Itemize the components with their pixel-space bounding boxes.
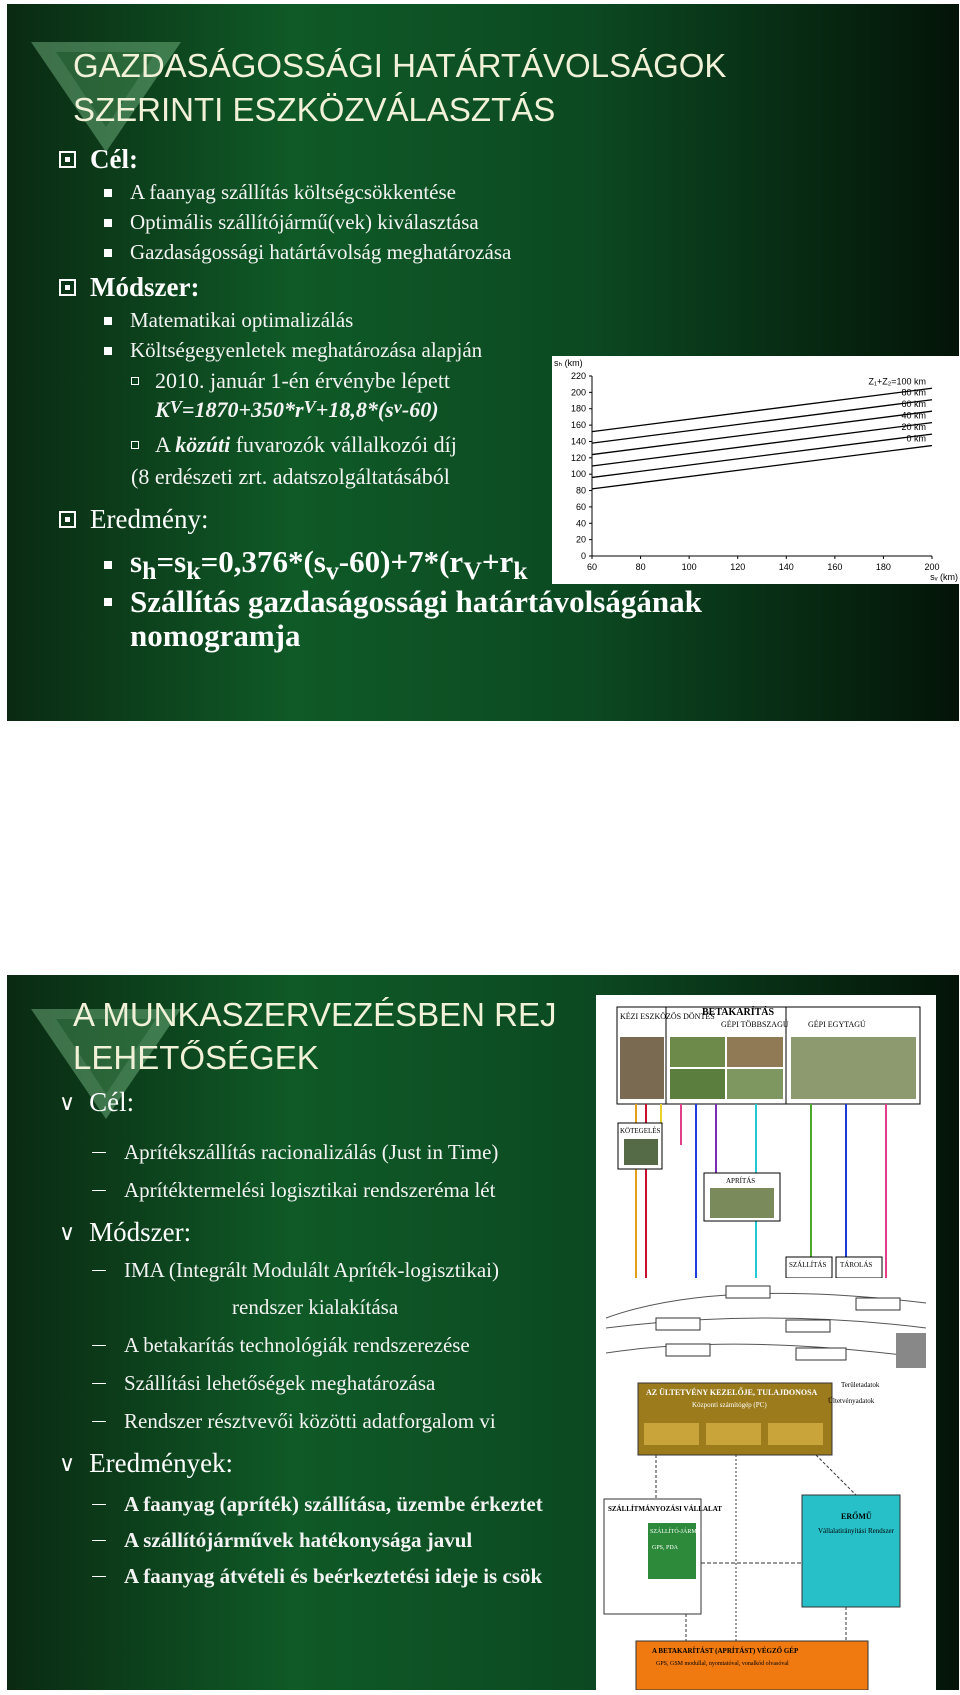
svg-text:Központi számítógép (PC): Központi számítógép (PC) [692, 1401, 767, 1409]
series-label: 40 km [901, 410, 926, 421]
y-tick-label: 120 [570, 452, 586, 463]
x-tick-label: 200 [924, 562, 940, 572]
y-tick-label: 60 [575, 501, 586, 512]
series-label: Z₁+Z₂=100 km [868, 376, 926, 387]
svg-text:GPS, PDA: GPS, PDA [652, 1545, 679, 1551]
y-axis-label: sₕ (km) [554, 358, 583, 368]
data-flow-diagram [596, 1373, 936, 1690]
svg-text:A BETAKARÍTÁST (APRÍTÁST) VÉGZ: A BETAKARÍTÁST (APRÍTÁST) VÉGZŐ GÉP [652, 1647, 799, 1655]
y-tick-label: 20 [575, 534, 586, 545]
slide-2-title-line2: LEHETŐSÉGEK [73, 1039, 319, 1076]
x-tick-label: 180 [875, 562, 891, 572]
hollow-bullet-icon [131, 377, 139, 385]
x-axis-label: sᵥ (km) [930, 572, 958, 582]
svg-text:GPS, GSM modullal, nyomtatóval: GPS, GSM modullal, nyomtatóval, vonalkód olvasóval [656, 1661, 789, 1667]
sub-item-fees: A közúti fuvarozók vállalkozói díj [131, 432, 457, 458]
transport-routes-illustration [596, 1278, 936, 1373]
list-item: Aprítékszállítás racionalizálás (Just in Time) [92, 1140, 498, 1165]
y-tick-label: 0 [580, 551, 586, 561]
nomogram-svg [552, 356, 959, 584]
series-line [592, 434, 932, 477]
list-item: A faanyag átvételi és beérkeztetési ideje is csök [92, 1564, 542, 1589]
square-bullet-icon [104, 189, 112, 197]
series-label: 20 km [901, 422, 926, 433]
slide-2-title-line1: A MUNKASZERVEZÉSBEN REJ [73, 996, 557, 1033]
list-item: A faanyag szállítás költségcsökkentése [104, 180, 456, 205]
x-tick-label: 80 [635, 562, 646, 572]
svg-text:Területadatok: Területadatok [841, 1381, 880, 1389]
x-tick-label: 140 [778, 562, 794, 572]
cel-heading: ∨ Cél: [59, 1087, 135, 1117]
harvest-technology-diagram [596, 995, 936, 1278]
list-item: Rendszer résztvevői közötti adatforgalom vi [92, 1409, 496, 1434]
hollow-bullet-icon [131, 441, 139, 449]
svg-text:SZÁLLÍTÓ-JÁRMŰ: SZÁLLÍTÓ-JÁRMŰ [650, 1529, 701, 1535]
svg-text:Ültetvényadatok: Ültetvényadatok [828, 1397, 875, 1405]
list-item: Gazdaságossági határtávolság meghatározása [104, 240, 511, 265]
list-item: Optimális szállítójármű(vek) kiválasztása [104, 210, 479, 235]
box-bullet-icon [59, 151, 76, 168]
result-item-nomogram-line2: nomogramja [130, 618, 301, 653]
series-label: 0 km [906, 433, 926, 444]
list-item: Aprítéktermelési logisztikai rendszeréma lét [92, 1178, 495, 1203]
square-bullet-icon [104, 317, 112, 325]
flow-svg [596, 1373, 936, 1690]
square-bullet-icon [104, 249, 112, 257]
cost-formula: K V =1870+350*r V +18,8*(s v -60) [155, 397, 439, 422]
x-tick-label: 160 [827, 562, 843, 572]
result-formula: $s_h=s_k=0,376*(s_v-60)+7*(r_V+r_k$ [104, 544, 528, 586]
svg-text:SZÁLLÍTMÁNYOZÁSI VÁLLALAT: SZÁLLÍTMÁNYOZÁSI VÁLLALAT [608, 1505, 722, 1513]
square-bullet-icon [104, 347, 112, 355]
check-bullet-icon: ∨ [59, 1089, 76, 1115]
eredmeny-heading: Eredmény: [59, 504, 208, 535]
square-bullet-icon [104, 219, 112, 227]
eredmenyek-heading: ∨ Eredmények: [59, 1448, 234, 1478]
sub-item-source: (8 erdészeti zrt. adatszolgáltatásából [131, 464, 450, 489]
series-line [592, 388, 932, 431]
svg-text:BETAKARÍTÁS: BETAKARÍTÁS [702, 1007, 775, 1018]
slide-1-title-line2: SZERINTI ESZKÖZVÁLASZTÁS [73, 91, 556, 128]
series-label: 80 km [901, 387, 926, 398]
square-bullet-icon [104, 561, 112, 569]
list-item: Szállítási lehetőségek meghatározása [92, 1371, 435, 1396]
trucks-svg [596, 1278, 936, 1373]
x-tick-label: 60 [586, 562, 598, 572]
svg-text:KÖTEGELÉS: KÖTEGELÉS [620, 1127, 661, 1135]
series-line [592, 423, 932, 466]
svg-text:AZ ÜLTETVÉNY KEZELŐJE, TULAJDO: AZ ÜLTETVÉNY KEZELŐJE, TULAJDONOSA [646, 1388, 818, 1397]
series-line [592, 411, 932, 454]
y-tick-label: 220 [570, 371, 586, 381]
cel-heading: Cél: [59, 144, 138, 175]
y-tick-label: 140 [570, 436, 586, 447]
nomogram-chart [552, 356, 959, 584]
slide-1-title-line1: GAZDASÁGOSSÁGI HATÁRTÁVOLSÁGOK [73, 47, 727, 84]
list-item: A faanyag (apríték) szállítása, üzembe érkeztet [92, 1492, 543, 1517]
harvest-diagram-svg [596, 995, 936, 1278]
y-tick-label: 180 [570, 403, 586, 414]
check-bullet-icon: ∨ [59, 1450, 76, 1476]
series-line [592, 400, 932, 443]
svg-text:ERŐMŰ: ERŐMŰ [841, 1512, 872, 1521]
modszer-heading: Módszer: [59, 272, 199, 303]
svg-text:GÉPI EGYTAGÚ: GÉPI EGYTAGÚ [808, 1020, 866, 1029]
svg-text:APRÍTÁS: APRÍTÁS [726, 1177, 756, 1185]
svg-text:KÉZI ESZKÖZÖS DÖNTÉS: KÉZI ESZKÖZÖS DÖNTÉS [620, 1012, 715, 1021]
list-item: IMA (Integrált Modulált Apríték-logisztikai) [92, 1258, 499, 1283]
series-line [592, 446, 932, 489]
sub-item-decree: 2010. január 1-én érvénybe lépett [131, 368, 450, 394]
y-tick-label: 100 [570, 469, 586, 480]
list-item-continued: rendszer kialakítása [232, 1295, 399, 1319]
series-label: 60 km [901, 399, 926, 410]
list-item: A szállítójárművek hatékonysága javul [92, 1528, 472, 1553]
y-tick-label: 40 [575, 518, 586, 529]
list-item: Matematikai optimalizálás [104, 308, 353, 333]
result-item-nomogram: Szállítás gazdaságossági határtávolságának [104, 584, 702, 620]
list-item: Költségegyenletek meghatározása alapján [104, 338, 482, 363]
box-bullet-icon [59, 279, 76, 296]
y-tick-label: 80 [575, 485, 586, 496]
y-tick-label: 160 [570, 420, 586, 431]
svg-text:Vállalatirányítási Rendszer: Vállalatirányítási Rendszer [818, 1527, 894, 1535]
check-bullet-icon: ∨ [59, 1219, 76, 1245]
box-bullet-icon [59, 511, 76, 528]
svg-text:GÉPI TÖBBSZAGÚ: GÉPI TÖBBSZAGÚ [721, 1020, 789, 1029]
svg-text:SZÁLLÍTÁS: SZÁLLÍTÁS [789, 1261, 827, 1269]
square-bullet-icon [104, 598, 112, 606]
x-tick-label: 100 [681, 562, 697, 572]
modszer-heading: ∨ Módszer: [59, 1217, 192, 1247]
list-item: A betakarítás technológiák rendszerezése [92, 1333, 470, 1358]
y-tick-label: 200 [570, 387, 586, 398]
x-tick-label: 120 [730, 562, 746, 572]
svg-text:TÁROLÁS: TÁROLÁS [840, 1261, 873, 1269]
